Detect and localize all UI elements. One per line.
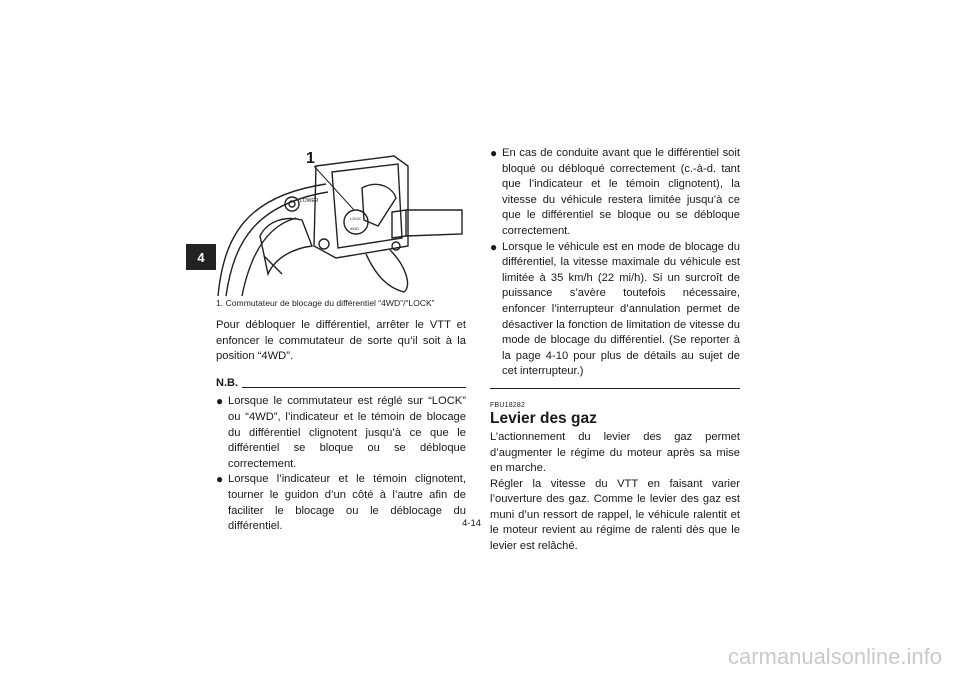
bullet-icon: ● [216,394,224,409]
page-number: 4-14 [462,518,482,529]
section-divider [490,388,740,389]
right-column [490,146,740,555]
handlebar-switch-figure [216,126,464,298]
note-bullet [490,240,740,380]
unlock-paragraph: Pour débloquer le différentiel, arrêter le VTT et enfoncer le commutateur de sorte qu’il soit à la position “4WD”. [216,319,466,363]
bullet-icon: ● [490,239,498,254]
bullet-text: En cas de conduite avant que le différentiel soit bloqué ou débloqué correctement (c.-à-d. tant que l’indicateur et le témoin clignotent), la vitesse du véhicule restera limitée jusqu’à ce que le différentiel se bloque ou se débloque correctement. [502,147,740,237]
note-label: N.B. [216,376,238,389]
bullet-icon: ● [490,146,498,160]
chapter-tab: 4 [186,244,216,270]
bullet-text: Lorsque le véhicule est en mode de blocage du différentiel, la vitesse maximale du véhicule est limitée à 35 km/h (22 mi/h). Si un surcroît de puissance s’avère toutefois nécessaire, enfoncer l’interrupteur d’annulation permet de désactiver la fonction de limitation de vitesse du mode de blocage du différentiel. (Se reporter à la page 4-10 pour plus de détails au sujet de cet interrupteur.) [502,240,740,378]
note-bullet [216,394,466,472]
throttle-paragraph: L’actionnement du levier des gaz permet d’augmenter le régime du moteur après sa mise en marche. [490,430,740,475]
bullet-icon: ● [216,472,224,487]
throttle-paragraph: Régler la vitesse du VTT en faisant varier l’ouverture des gaz. Comme le levier des gaz est muni d’un ressort de rappel, le véhicule ralentit et le moteur revient au régime de ralenti dès que le levier est relâché. [490,477,740,553]
note-bullet [216,472,466,534]
figure-caption: 1. Commutateur de blocage du différentiel “4WD”/“LOCK” [216,298,435,308]
note-rule [242,387,466,388]
left-column [216,318,466,535]
section-code: FBU18282 [490,401,526,409]
section-title: Levier des gaz [490,409,597,427]
callout-number: 1 [306,150,315,167]
bullet-text: Lorsque l’indicateur et le témoin clignotent, tourner le guidon d’un côté à l’autre afin de faciliter le blocage ou le déblocage du différentiel. [228,473,466,533]
bullet-text: Lorsque le commutateur est réglé sur “LOCK” ou “4WD”, l’indicateur et le témoin de blocage du différentiel clignotent jusqu’à ce que le différentiel se bloque ou se débloque correctement. [228,395,466,470]
note-bullet [490,146,740,240]
knob-label-4wd: 4WD [350,226,359,231]
knob-label-lower: LOWER [300,198,319,204]
watermark: carmanualsonline.info [727,644,942,669]
note-heading [216,376,466,392]
handlebar-switch-illustration [216,126,464,298]
knob-label-lock: LOCK [350,216,361,221]
